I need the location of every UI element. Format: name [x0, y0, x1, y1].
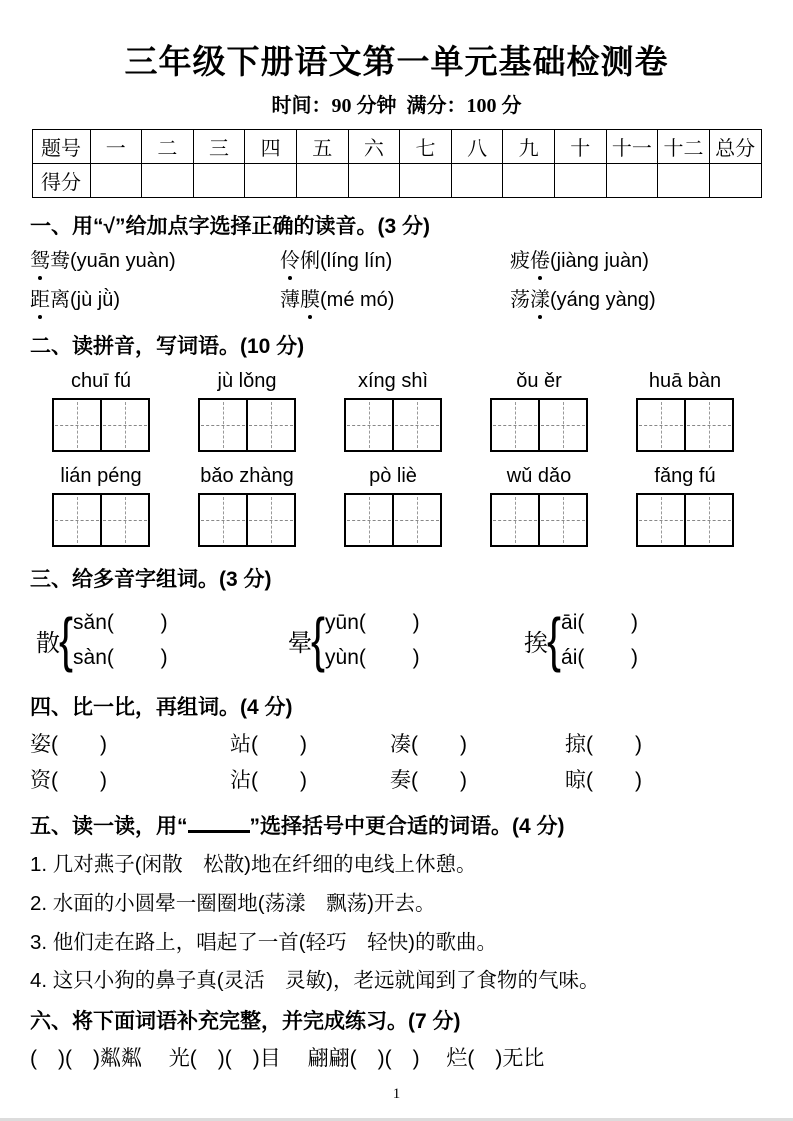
score-table-cell: 四: [245, 129, 297, 163]
writing-box-row-2: [0, 493, 793, 547]
pinyin-choices: (yuān yuàn): [70, 249, 176, 272]
score-empty-cell: [709, 163, 761, 197]
character-writing-box: [198, 493, 296, 547]
compare-word-blank: 资( ): [30, 768, 107, 792]
score-table-cell: 十: [554, 129, 606, 163]
dotted-character: 漾: [530, 287, 550, 314]
section3-heading: 三、给多音字组词。(3 分): [30, 568, 272, 592]
pinyin-label: xíng shì: [357, 370, 429, 393]
score-empty-cell: [451, 163, 503, 197]
score-empty-cell: [554, 163, 606, 197]
pinyin-label: wǔ dǎo: [506, 465, 572, 488]
compare-word-blank: 晾( ): [565, 768, 642, 792]
character-writing-box: [490, 493, 588, 547]
word-with-pinyin: 距离(jù jǜ): [30, 287, 280, 314]
section6-heading: 六、将下面词语补充完整，并完成练习。(7 分): [30, 1009, 461, 1033]
score-empty-cell: [658, 163, 710, 197]
score-table-cell: 十一: [606, 129, 658, 163]
compare-word-blank: 奏( ): [390, 768, 467, 792]
polyphone-group: [524, 605, 638, 675]
score-table-header-row: [32, 129, 761, 163]
dotted-character: 鸳: [30, 248, 50, 275]
section3-groups: [0, 605, 793, 675]
pinyin-choices: (yáng yàng): [550, 288, 656, 311]
score-table-cell: 三: [193, 129, 245, 163]
score-table-cell: 二: [142, 129, 194, 163]
compare-word-blank: 凑( ): [390, 732, 467, 756]
polyphone-group: [36, 605, 288, 675]
score-table-cell: 一: [90, 129, 142, 163]
sentence-item: 3. 他们走在路上，唱起了一首(轻巧 轻快)的歌曲。: [30, 930, 497, 954]
character-writing-box: [198, 398, 296, 452]
score-empty-cell: [142, 163, 194, 197]
polyphone-character: 挨: [524, 629, 548, 657]
score-table-cell: 题号: [32, 129, 90, 163]
word-with-pinyin: 鸳鸯(yuān yuàn): [30, 248, 280, 275]
polyphone-blank: ái( ): [561, 646, 639, 670]
idiom-completion-line: ( )( )粼粼 光( )( )目 翩翩( )( ) 烂( )无比: [30, 1047, 545, 1071]
polyphone-group: [288, 605, 524, 675]
pinyin-choices: (jù jǜ): [70, 288, 121, 311]
compare-word-blank: 站( ): [230, 732, 307, 756]
character-writing-box: [52, 493, 150, 547]
polyphone-character: 散: [36, 629, 60, 657]
compare-word-blank: 沾( ): [230, 768, 307, 792]
word-with-pinyin: 荡漾(yáng yàng): [510, 287, 793, 314]
score-table-cell: 五: [296, 129, 348, 163]
section4-row-1: [0, 731, 793, 758]
pinyin-label: pò liè: [369, 465, 417, 488]
compare-word-blank: 掠( ): [565, 732, 642, 756]
paper-subtitle: 时间：90 分钟 满分：100 分: [271, 94, 522, 117]
brace-glyph: {: [311, 606, 326, 674]
score-empty-cell: [90, 163, 142, 197]
polyphone-blank: sǎn( ): [73, 611, 168, 635]
brace-glyph: {: [547, 606, 562, 674]
polyphone-character: 晕: [288, 629, 312, 657]
section2-heading: 二、读拼音，写词语。(10 分): [30, 334, 305, 358]
paper-title: 三年级下册语文第一单元基础检测卷: [124, 43, 669, 80]
score-empty-cell: [296, 163, 348, 197]
word-with-pinyin: 薄膜(mé mó): [280, 287, 510, 314]
dotted-character: 伶: [280, 248, 300, 275]
pinyin-label: ǒu ěr: [516, 370, 562, 393]
score-table-cell: 总分: [709, 129, 761, 163]
underline-blank: [188, 812, 250, 833]
score-table: [32, 129, 762, 198]
pinyin-row-1: [0, 370, 793, 393]
dotted-character: 倦: [530, 248, 550, 275]
score-empty-cell: [193, 163, 245, 197]
writing-box-row-1: [0, 398, 793, 452]
pinyin-choices: (jiàng juàn): [550, 249, 649, 272]
character-writing-box: [344, 398, 442, 452]
word-with-pinyin: 疲倦(jiàng juàn): [510, 248, 793, 275]
sentence-item: 1. 几对燕子(闲散 松散)地在纤细的电线上休憩。: [30, 853, 477, 877]
pinyin-label: chuī fú: [70, 370, 132, 393]
sentence-item: 2. 水面的小圆晕一圈圈地(荡漾 飘荡)开去。: [30, 891, 436, 915]
polyphone-blank: sàn( ): [73, 646, 168, 670]
section1-heading: 一、用“√”给加点字选择正确的读音。(3 分): [30, 214, 431, 238]
score-empty-cell: [400, 163, 452, 197]
dotted-character: 距: [30, 287, 50, 314]
pinyin-label: jù lǒng: [217, 370, 277, 393]
score-empty-cell: [348, 163, 400, 197]
score-empty-cell: [503, 163, 555, 197]
character-writing-box: [344, 493, 442, 547]
section4-row-2: [0, 767, 793, 794]
score-table-cell: 七: [400, 129, 452, 163]
score-table-cell: 八: [451, 129, 503, 163]
pinyin-choices: (líng lín): [320, 249, 393, 272]
polyphone-blank: yùn( ): [325, 646, 420, 670]
section5-heading: 五、读一读，用“ ”选择括号中更合适的词语。(4 分): [0, 812, 793, 840]
pinyin-choices: (mé mó): [320, 288, 395, 311]
pinyin-label: fǎng fú: [654, 465, 716, 488]
score-table-cell: 十二: [658, 129, 710, 163]
character-writing-box: [490, 398, 588, 452]
character-writing-box: [52, 398, 150, 452]
polyphone-blank: yūn( ): [325, 611, 420, 635]
pinyin-label: lián péng: [60, 465, 142, 488]
pinyin-label: huā bàn: [648, 370, 722, 393]
sentence-item: 4. 这只小狗的鼻子真(灵活 灵敏)，老远就闻到了食物的气味。: [30, 969, 600, 993]
pinyin-label: bǎo zhàng: [200, 465, 294, 488]
score-table-cell: 九: [503, 129, 555, 163]
polyphone-blank: āi( ): [561, 611, 639, 635]
character-writing-box: [636, 398, 734, 452]
section1-items: [0, 248, 793, 314]
page-number: 1: [392, 1085, 401, 1102]
score-empty-cell: [245, 163, 297, 197]
character-writing-box: [636, 493, 734, 547]
compare-word-blank: 姿( ): [30, 732, 107, 756]
word-with-pinyin: 伶俐(líng lín): [280, 248, 510, 275]
brace-glyph: {: [59, 606, 74, 674]
section4-heading: 四、比一比，再组词。(4 分): [30, 696, 293, 720]
score-table-cell: 六: [348, 129, 400, 163]
score-empty-cell: [606, 163, 658, 197]
score-label-cell: 得分: [32, 163, 90, 197]
pinyin-row-2: [0, 465, 793, 488]
dotted-character: 膜: [300, 287, 320, 314]
score-table-score-row: [32, 163, 761, 197]
